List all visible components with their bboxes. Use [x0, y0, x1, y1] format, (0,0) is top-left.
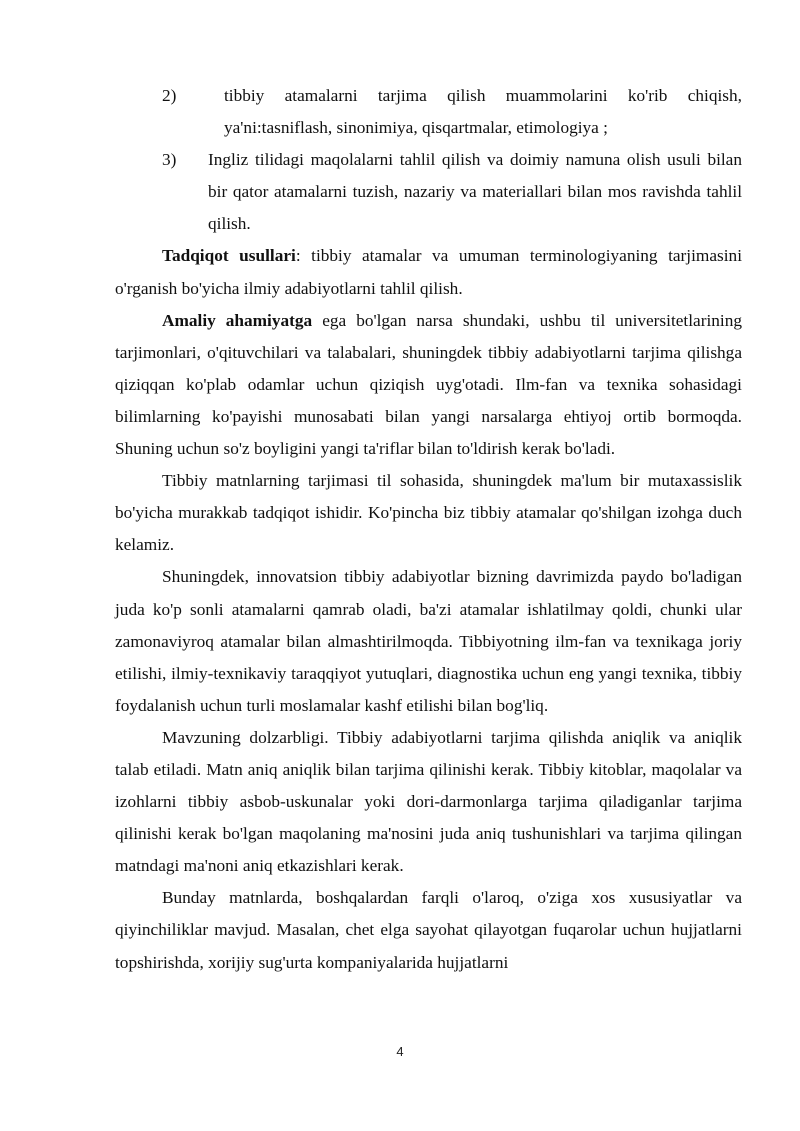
paragraph: Bunday matnlarda, boshqalardan farqli o'laroq, o'ziga xos xususiyatlar va qiyinchiliklar mavjud. Masalan, chet elga sayohat qilayotgan fuqarolar uchun hujjatlarni topshirishda, xorijiy sug'urta kompaniyalarida hujjatlarni [115, 888, 742, 972]
methods-label: Tadqiqot usullari [162, 246, 296, 266]
body-text [115, 80, 742, 979]
list-item [115, 80, 742, 144]
paragraph: Mavzuning dolzarbligi. Tibbiy adabiyotlarni tarjima qilishda aniqlik va aniqlik talab etiladi. Matn aniq aniqlik bilan tarjima qilinishi kerak. Tibbiy kitoblar, maqolalar va izohlarni tibbiy asbob-uskunalar yoki dori-darmonlarga tarjima qiladiganlar tarjima qilinishi kerak bo'lgan maqolaning ma'nosini juda aniq tushunishlari va tarjima qilingan matndagi ma'noni aniq etkazishlari kerak. [115, 727, 742, 876]
methods-text: : tibbiy atamalar va umuman terminologiyaning tarjimasini o'rganish bo'yicha ilmiy adabiyotlarni tahlil qilish. [115, 246, 742, 298]
list-number: 2) [162, 86, 177, 105]
page-number: 4 [396, 1044, 404, 1059]
practical-paragraph [115, 305, 742, 465]
practical-text: ega bo'lgan narsa shundaki, ushbu til universitetlarining tarjimonlari, o'qituvchilari va talabalari, shuningdek tibbiy adabiyotlarni tarjima qilishga qiziqqan ko'plab odamlar uchun qiziqish uyg'otadi. Ilm-fan va texnika sohasidagi bilimlarning ko'payishi munosabati bilan yangi narsalarga ehtiyoj ortib bormoqda. Shuning uchun so'z boyligini yangi ta'riflar bilan to'ldirish kerak bo'ladi. [115, 310, 742, 459]
list-text: Ingliz tilidagi maqolalarni tahlil qilish va doimiy namuna olish usuli bilan bir qator atamalarni tuzish, nazariy va materiallari bilan mos ravishda tahlil qilish. [208, 150, 742, 234]
methods-paragraph [115, 240, 742, 304]
list-text: tibbiy atamalarni tarjima qilish muammolarini ko'rib chiqish, ya'ni:tasniflash, sinonimiya, qisqartmalar, etimologiya ; [224, 86, 742, 138]
list-number: 3) [162, 150, 177, 170]
list-item [115, 144, 742, 240]
paragraph: Tibbiy matnlarning tarjimasi til sohasida, shuningdek ma'lum bir mutaxassislik bo'yicha murakkab tadqiqot ishidir. Ko'pincha biz tibbiy atamalar qo'shilgan izohga duch kelamiz. [115, 471, 742, 555]
practical-label: Amaliy ahamiyatga [162, 310, 313, 330]
paragraph: Shuningdek, innovatsion tibbiy adabiyotlar bizning davrimizda paydo bo'ladigan juda ko'p sonli atamalarni qamrab oladi, ba'zi atamalar ishlatilmay qoldi, chunki ular zamonaviyroq atamalar bilan almashtirilmoqda. Tibbiyotning ilm-fan va texnikaga joriy etilishi, ilmiy-texnikaviy taraqqiyot yutuqlari, diagnostika uchun eng yangi texnika, tibbiy foydalanish uchun turli moslamalar kashf etilishi bilan bog'liq. [115, 567, 742, 715]
